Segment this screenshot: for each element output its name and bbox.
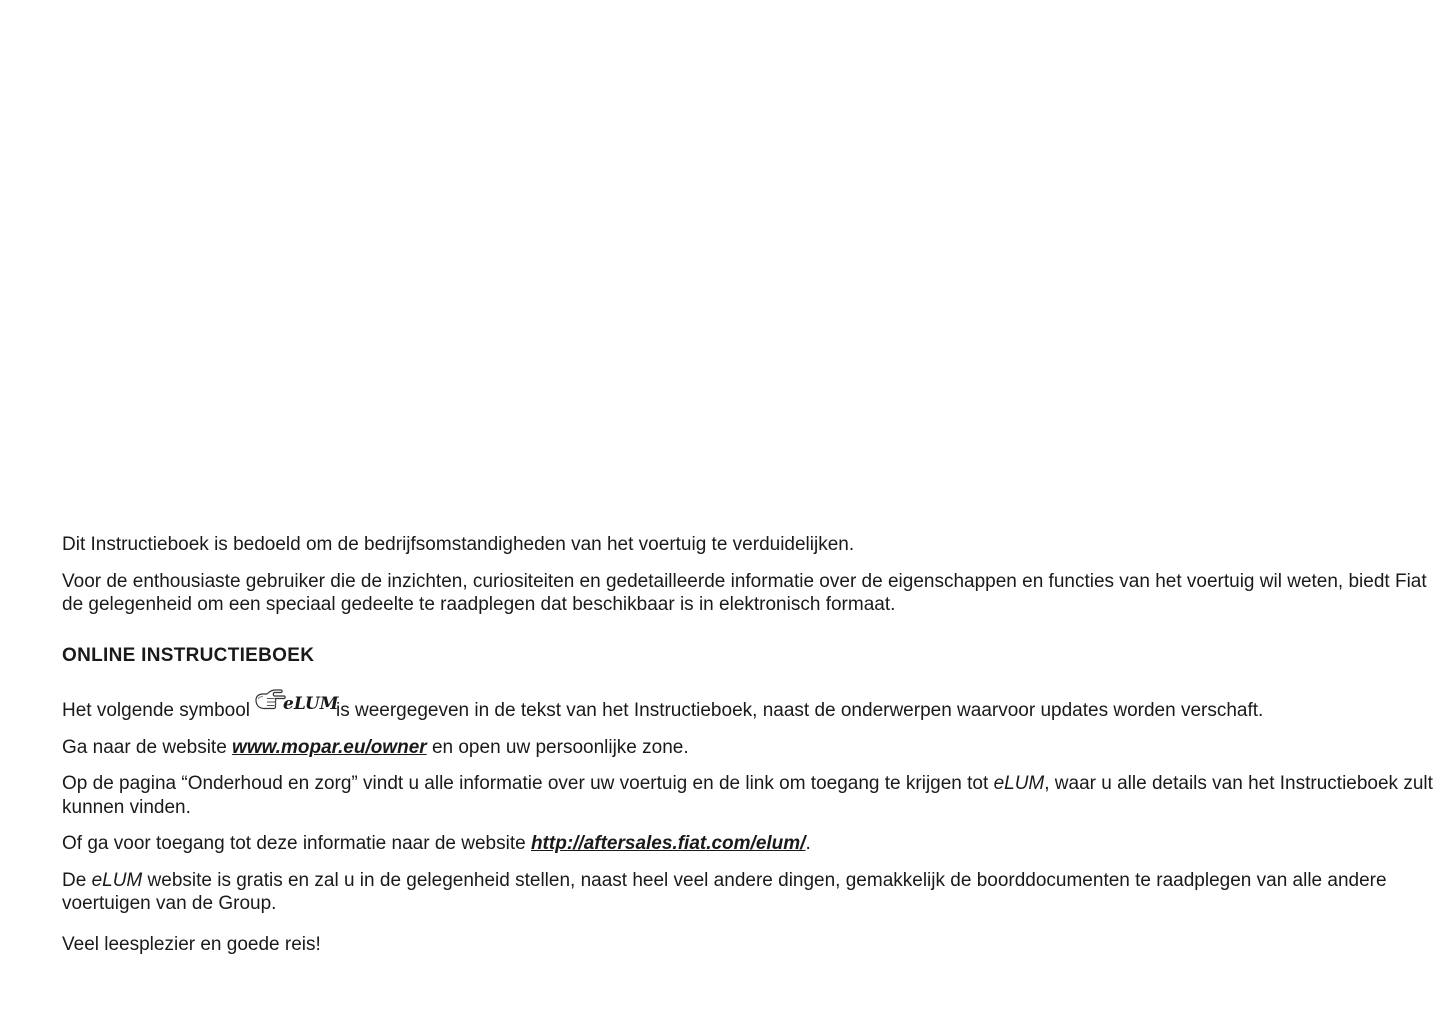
elum-text-after: website is gratis en zal u in de gelegenheid stellen, naast heel veel andere dingen, gemakkelijk de boorddocumenten te raadplegen van alle andere voertuigen van de Group. [62, 869, 1387, 914]
page-text-before: Op de pagina “Onderhoud en zorg” vindt u alle informatie over uw voertuig en de link om toegang te krijgen tot [62, 773, 994, 794]
website-text-after: en open uw persoonlijke zone. [426, 736, 689, 758]
aftersales-elum-link[interactable]: http://aftersales.fiat.com/elum/ [530, 833, 806, 854]
svg-text:eLUM: eLUM [283, 694, 339, 714]
alt-text-before: Of ga voor toegang tot deze informatie naar de website [62, 833, 531, 854]
elum-term: eLUM [91, 869, 143, 891]
enthusiast-paragraph: Voor de enthousiaste gebruiker die de inzichten, curiositeiten en gedetailleerde informatie over de eigenschappen en functies van het voertuig wil weten, biedt Fiat de gelegenheid om een speciaal gedeelte te raadplegen dat beschikbaar is in elektronisch formaat. [62, 570, 1427, 615]
section-heading: ONLINE INSTRUCTIEBOEK [62, 644, 315, 666]
alt-website-paragraph [62, 832, 1437, 856]
pointing-hand-icon [254, 686, 339, 714]
website-paragraph [62, 736, 1437, 760]
elum-term: eLUM [993, 773, 1045, 794]
symbol-text-before: Het volgende symbool [62, 700, 250, 721]
symbol-text-after: is weergegeven in de tekst van het Instructieboek, naast de onderwerpen waarvoor updates worden verschaft. [336, 700, 1264, 721]
elum-symbol [254, 686, 339, 714]
elum-text-before: De [62, 869, 92, 891]
website-text-before: Ga naar de website [62, 736, 233, 758]
mopar-owner-link[interactable]: www.mopar.eu/owner [232, 736, 427, 758]
intro-paragraph: Dit Instructieboek is bedoeld om de bedrijfsomstandigheden van het voertuig te verduidelijken. [62, 534, 855, 555]
document-body [62, 533, 1437, 956]
page-text-after: , waar u alle details van het Instructieboek zult kunnen vinden. [62, 773, 1433, 818]
closing-paragraph: Veel leesplezier en goede reis! [62, 933, 321, 955]
alt-text-after: . [805, 833, 811, 854]
page-paragraph [62, 772, 1437, 819]
elum-paragraph [62, 869, 1437, 916]
symbol-paragraph [62, 691, 1437, 723]
